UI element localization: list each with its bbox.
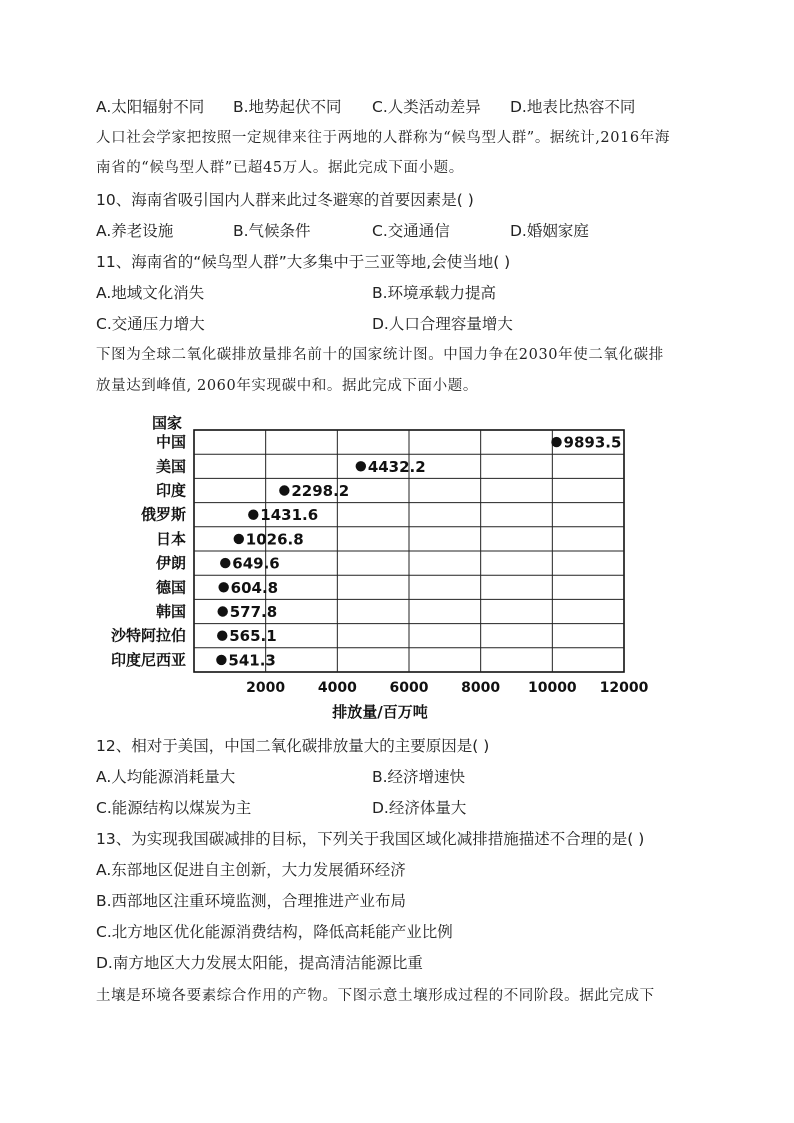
country-labels bbox=[111, 433, 186, 669]
q12-option-d: D.经济体量大 bbox=[372, 799, 467, 817]
value-label: 541.3 bbox=[228, 651, 276, 670]
q11-option-b: B.环境承载力提高 bbox=[372, 284, 497, 302]
country-label: 俄罗斯 bbox=[140, 505, 186, 524]
q11-option-d: D.人口合理容量增大 bbox=[372, 315, 513, 333]
value-label: 577.8 bbox=[229, 603, 278, 621]
x-tick-labels bbox=[246, 680, 648, 696]
x-tick-label: 12000 bbox=[599, 680, 649, 696]
data-point bbox=[248, 510, 258, 520]
q13-option-a: A.东部地区促进自主创新，大力发展循环经济 bbox=[96, 861, 406, 879]
q12-option-c: C.能源结构以煤炭为主 bbox=[96, 799, 252, 817]
x-tick-label: 2000 bbox=[246, 680, 286, 696]
data-point bbox=[279, 485, 289, 495]
value-label: 1431.6 bbox=[260, 506, 319, 525]
passage-1-line-1: 人口社会学家把按照一定规律来往于两地的人群称为“候鸟型人群”。据统计,2016年海 bbox=[96, 130, 670, 146]
country-label: 日本 bbox=[155, 529, 186, 548]
data-point bbox=[217, 631, 227, 641]
country-label: 美国 bbox=[155, 457, 186, 476]
q9-option-b: B.地势起伏不同 bbox=[233, 98, 342, 116]
data-point bbox=[551, 437, 561, 447]
q10-option-d: D.婚姻家庭 bbox=[510, 222, 589, 240]
y-axis-title: 国家 bbox=[152, 414, 183, 432]
country-label: 伊朗 bbox=[155, 554, 186, 573]
value-label: 565.1 bbox=[229, 627, 277, 646]
passage-2-line-2: 放量达到峰值, 2060年实现碳中和。据此完成下面小题。 bbox=[96, 378, 478, 394]
value-label: 604.8 bbox=[230, 578, 279, 597]
q9-option-c: C.人类活动差异 bbox=[372, 98, 481, 116]
q13-option-b: B.西部地区注重环境监测，合理推进产业布局 bbox=[96, 892, 407, 910]
value-label: 4432.2 bbox=[367, 457, 426, 476]
passage-2-line-1: 下图为全球二氧化碳排放量排名前十的国家统计图。中国力争在2030年使二氧化碳排 bbox=[96, 347, 664, 363]
q10-option-a: A.养老设施 bbox=[96, 222, 174, 240]
q10-option-b: B.气候条件 bbox=[233, 222, 311, 240]
x-axis-title: 排放量/百万吨 bbox=[332, 703, 428, 721]
q11-option-a: A.地域文化消失 bbox=[96, 284, 205, 302]
value-label: 9893.5 bbox=[563, 433, 622, 452]
passage-3-line-1: 土壤是环境各要素综合作用的产物。下图示意土壤形成过程的不同阶段。据此完成下 bbox=[96, 988, 655, 1004]
country-label: 中国 bbox=[155, 433, 186, 452]
passage-1-line-2: 南省的“候鸟型人群”已超45万人。据此完成下面小题。 bbox=[96, 160, 464, 176]
q9-option-a: A.太阳辐射不同 bbox=[96, 98, 205, 116]
q11-option-c: C.交通压力增大 bbox=[96, 315, 205, 333]
data-point bbox=[218, 606, 228, 616]
q13-option-d: D.南方地区大力发展太阳能，提高清洁能源比重 bbox=[96, 954, 423, 972]
q10-option-c: C.交通通信 bbox=[372, 222, 450, 240]
country-label: 韩国 bbox=[155, 602, 186, 621]
country-label: 德国 bbox=[155, 578, 186, 597]
x-tick-label: 6000 bbox=[389, 680, 429, 696]
data-point bbox=[356, 461, 366, 471]
country-label: 沙特阿拉伯 bbox=[110, 626, 186, 645]
x-tick-label: 4000 bbox=[317, 680, 357, 696]
data-point bbox=[220, 558, 230, 568]
x-tick-label: 10000 bbox=[527, 680, 577, 696]
x-tick-label: 8000 bbox=[461, 680, 501, 696]
value-label: 2298.2 bbox=[291, 482, 350, 500]
data-point bbox=[216, 655, 226, 665]
q9-option-d: D.地表比热容不同 bbox=[510, 98, 636, 116]
data-point bbox=[218, 582, 228, 592]
q12-stem: 12、相对于美国，中国二氧化碳排放量大的主要原因是( ) bbox=[96, 737, 490, 755]
country-label: 印度尼西亚 bbox=[110, 650, 186, 669]
country-label: 印度 bbox=[155, 481, 186, 500]
data-point bbox=[234, 534, 244, 544]
emissions-chart bbox=[96, 412, 656, 724]
value-label: 649.6 bbox=[232, 554, 280, 573]
q13-option-c: C.北方地区优化能源消费结构，降低高耗能产业比例 bbox=[96, 923, 453, 941]
q10-stem: 10、海南省吸引国内人群来此过冬避寒的首要因素是( ) bbox=[96, 191, 474, 209]
q13-stem: 13、为实现我国碳减排的目标，下列关于我国区域化减排措施描述不合理的是( ) bbox=[96, 830, 645, 848]
q12-option-b: B.经济增速快 bbox=[372, 768, 466, 786]
value-label: 1026.8 bbox=[245, 530, 304, 549]
q12-option-a: A.人均能源消耗量大 bbox=[96, 768, 236, 786]
q11-stem: 11、海南省的“候鸟型人群”大多集中于三亚等地,会使当地( ) bbox=[96, 253, 511, 271]
